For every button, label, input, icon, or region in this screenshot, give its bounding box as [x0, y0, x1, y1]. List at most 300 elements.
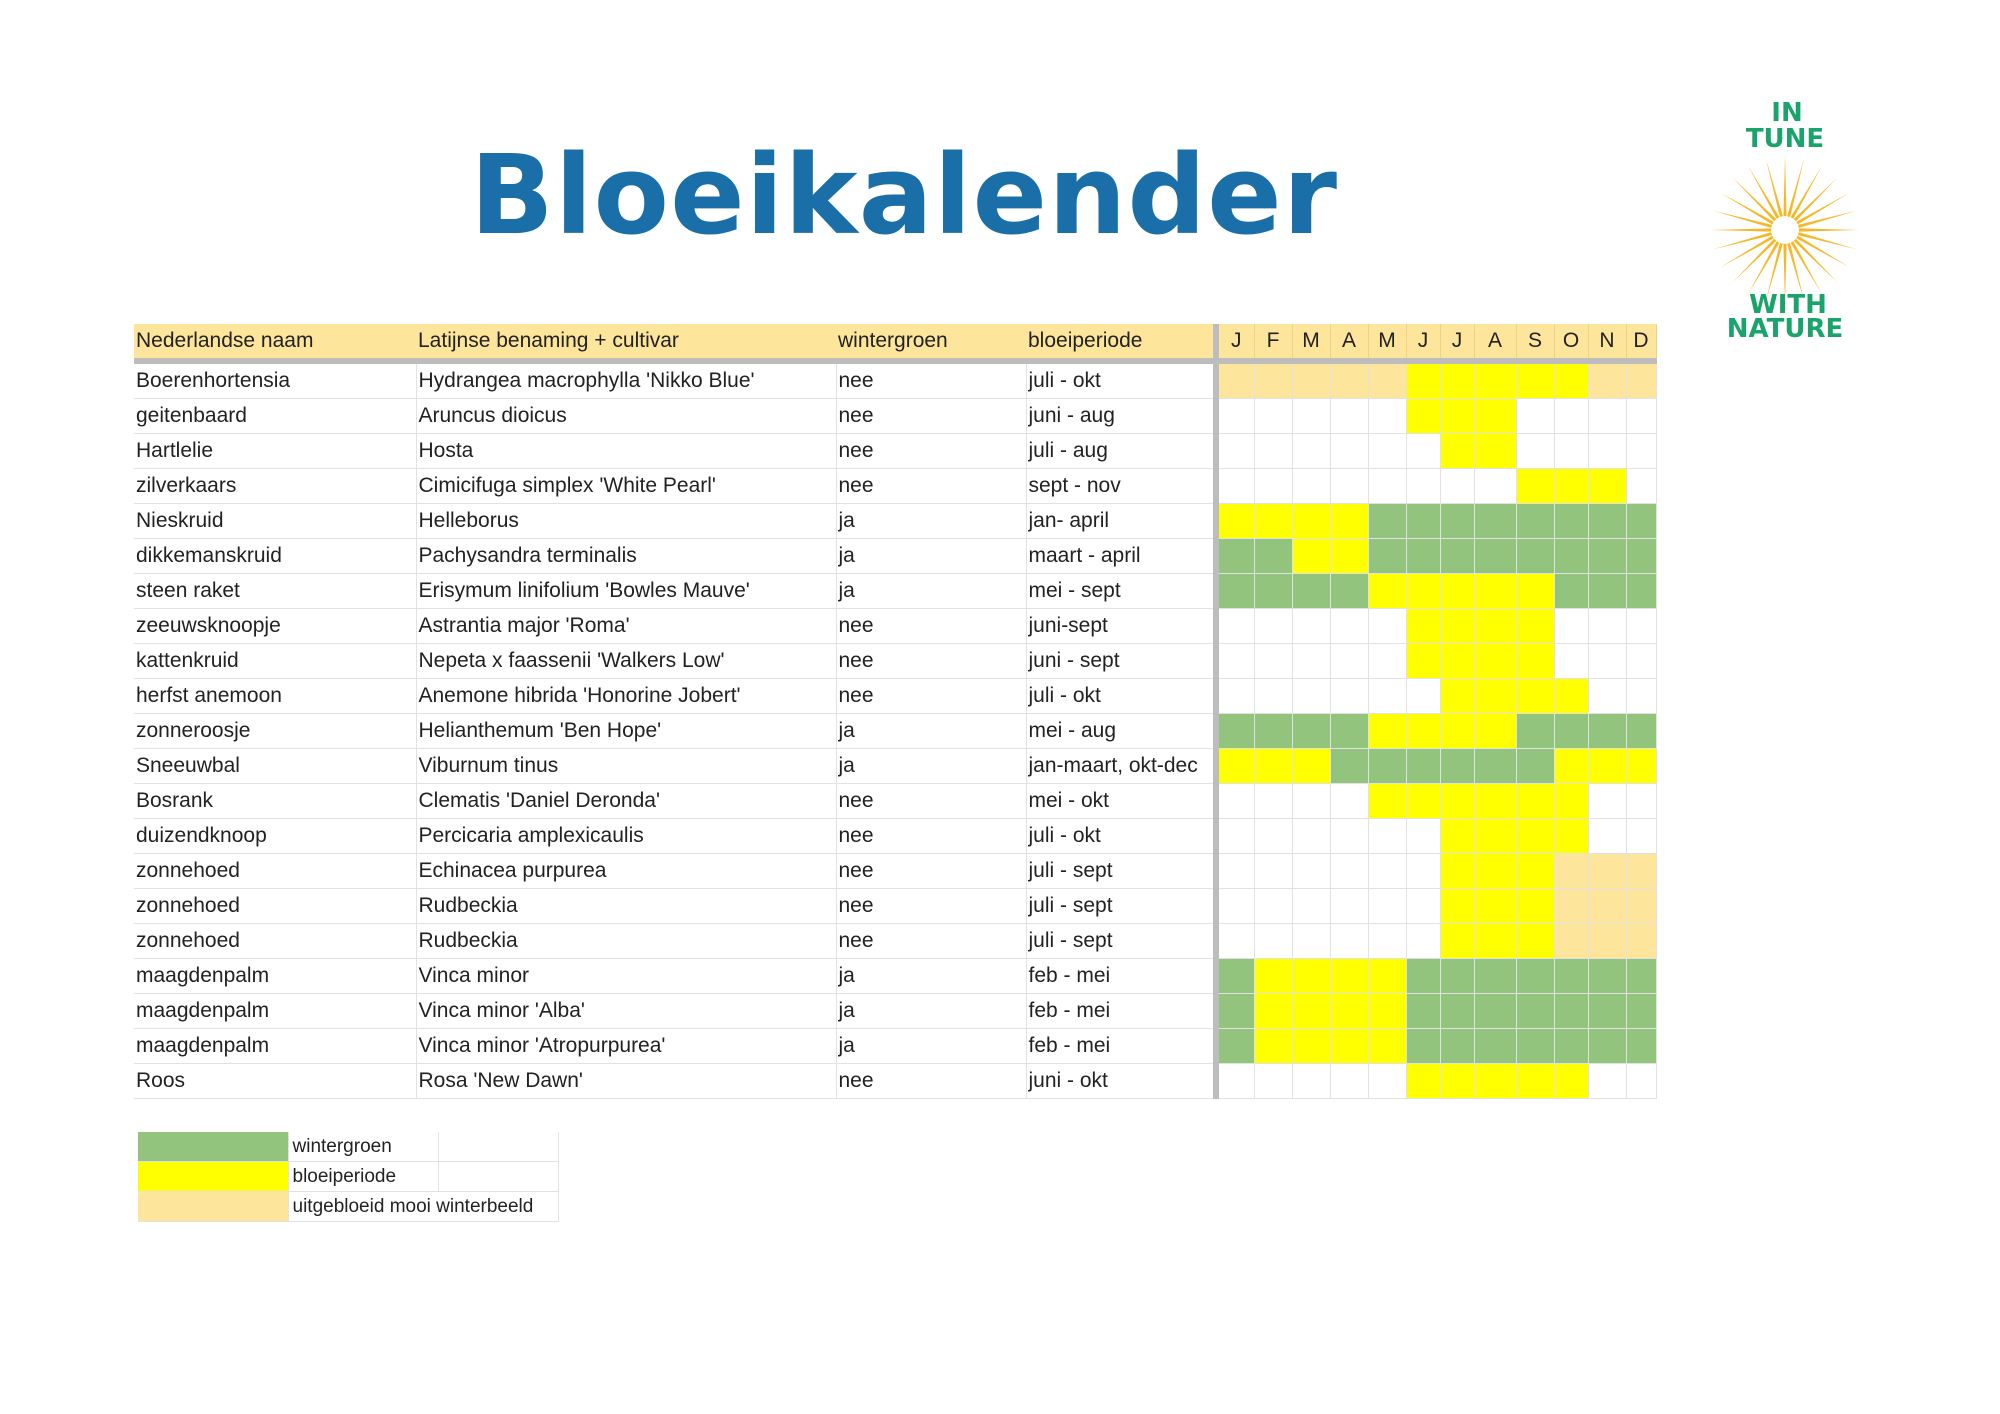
month-cell [1474, 854, 1516, 889]
month-cell [1406, 1029, 1440, 1064]
month-cell [1474, 644, 1516, 679]
month-cell [1626, 609, 1656, 644]
header-month: D [1626, 324, 1656, 361]
month-cell [1626, 959, 1656, 994]
month-cell [1292, 679, 1330, 714]
month-cell [1516, 574, 1554, 609]
month-cell [1406, 924, 1440, 959]
month-cell [1440, 749, 1474, 784]
cell-latin-name: Helianthemum 'Ben Hope' [416, 714, 836, 749]
month-cell [1254, 504, 1292, 539]
month-cell [1516, 819, 1554, 854]
cell-latin-name: Rudbeckia [416, 889, 836, 924]
cell-dutch-name: zonneroosje [134, 714, 416, 749]
table-row [134, 994, 1656, 1029]
cell-latin-name: Vinca minor [416, 959, 836, 994]
month-cell [1588, 749, 1626, 784]
month-cell [1440, 434, 1474, 469]
month-cell [1626, 994, 1656, 1029]
month-cell [1516, 784, 1554, 819]
month-cell [1216, 924, 1254, 959]
month-cell [1368, 1064, 1406, 1099]
month-cell [1440, 889, 1474, 924]
month-cell [1216, 889, 1254, 924]
legend-label: wintergroen [288, 1132, 438, 1162]
month-cell [1292, 644, 1330, 679]
table-row [134, 1064, 1656, 1099]
cell-evergreen: nee [836, 784, 1026, 819]
month-cell [1254, 784, 1292, 819]
month-cell [1626, 504, 1656, 539]
cell-evergreen: nee [836, 854, 1026, 889]
month-cell [1554, 819, 1588, 854]
month-cell [1626, 714, 1656, 749]
legend-row [138, 1132, 558, 1162]
cell-bloom-period: juli - okt [1026, 679, 1216, 714]
month-cell [1474, 434, 1516, 469]
month-cell [1406, 819, 1440, 854]
month-cell [1406, 994, 1440, 1029]
cell-dutch-name: steen raket [134, 574, 416, 609]
month-cell [1406, 609, 1440, 644]
cell-latin-name: Viburnum tinus [416, 749, 836, 784]
month-cell [1368, 749, 1406, 784]
month-cell [1216, 434, 1254, 469]
month-cell [1516, 749, 1554, 784]
table-row [134, 784, 1656, 819]
month-cell [1330, 539, 1368, 574]
month-cell [1554, 399, 1588, 434]
month-cell [1474, 959, 1516, 994]
month-cell [1330, 504, 1368, 539]
cell-dutch-name: Boerenhortensia [134, 361, 416, 399]
month-cell [1368, 679, 1406, 714]
month-cell [1516, 1029, 1554, 1064]
cell-latin-name: Nepeta x faassenii 'Walkers Low' [416, 644, 836, 679]
month-cell [1588, 959, 1626, 994]
cell-bloom-period: juli - sept [1026, 889, 1216, 924]
month-cell [1588, 994, 1626, 1029]
sun-ray [1794, 239, 1838, 283]
month-cell [1254, 959, 1292, 994]
month-cell [1368, 889, 1406, 924]
month-cell [1292, 1064, 1330, 1099]
month-cell [1368, 574, 1406, 609]
table-row [134, 854, 1656, 889]
cell-bloom-period: juni - okt [1026, 1064, 1216, 1099]
cell-bloom-period: sept - nov [1026, 469, 1216, 504]
month-cell [1554, 784, 1588, 819]
month-cell [1474, 889, 1516, 924]
legend-swatch-evergreen [138, 1132, 288, 1162]
table-header-row [134, 324, 1656, 361]
cell-bloom-period: juni - aug [1026, 399, 1216, 434]
month-cell [1292, 924, 1330, 959]
month-cell [1368, 504, 1406, 539]
month-cell [1440, 399, 1474, 434]
month-cell [1554, 714, 1588, 749]
month-cell [1216, 504, 1254, 539]
month-cell [1554, 504, 1588, 539]
month-cell [1516, 679, 1554, 714]
table-row [134, 469, 1656, 504]
month-cell [1330, 784, 1368, 819]
month-cell [1516, 399, 1554, 434]
month-cell [1292, 784, 1330, 819]
month-cell [1626, 644, 1656, 679]
cell-evergreen: ja [836, 994, 1026, 1029]
month-cell [1588, 1064, 1626, 1099]
legend-empty-cell [438, 1132, 558, 1162]
month-cell [1440, 361, 1474, 399]
month-cell [1254, 714, 1292, 749]
sun-ray [1733, 178, 1777, 222]
month-cell [1516, 434, 1554, 469]
cell-evergreen: nee [836, 361, 1026, 399]
month-cell [1216, 994, 1254, 1029]
month-cell [1216, 749, 1254, 784]
month-cell [1254, 1064, 1292, 1099]
month-cell [1406, 574, 1440, 609]
cell-latin-name: Percicaria amplexicaulis [416, 819, 836, 854]
cell-evergreen: ja [836, 539, 1026, 574]
month-cell [1588, 361, 1626, 399]
table-row [134, 889, 1656, 924]
header-month: J [1216, 324, 1254, 361]
month-cell [1330, 1029, 1368, 1064]
cell-evergreen: nee [836, 889, 1026, 924]
month-cell [1292, 1029, 1330, 1064]
month-cell [1216, 399, 1254, 434]
cell-evergreen: nee [836, 819, 1026, 854]
cell-bloom-period: juni - sept [1026, 644, 1216, 679]
month-cell [1474, 749, 1516, 784]
month-cell [1554, 854, 1588, 889]
month-cell [1368, 399, 1406, 434]
month-cell [1554, 749, 1588, 784]
month-cell [1254, 644, 1292, 679]
table-row [134, 644, 1656, 679]
month-cell [1516, 714, 1554, 749]
cell-evergreen: nee [836, 679, 1026, 714]
month-cell [1254, 609, 1292, 644]
month-cell [1516, 539, 1554, 574]
month-cell [1216, 714, 1254, 749]
month-cell [1440, 609, 1474, 644]
logo-text-with: WITH [1749, 290, 1827, 320]
month-cell [1516, 644, 1554, 679]
cell-evergreen: ja [836, 749, 1026, 784]
month-cell [1626, 819, 1656, 854]
logo-text-tune: TUNE [1745, 124, 1825, 154]
month-cell [1368, 714, 1406, 749]
month-cell [1588, 1029, 1626, 1064]
cell-evergreen: nee [836, 469, 1026, 504]
month-cell [1292, 959, 1330, 994]
month-cell [1626, 749, 1656, 784]
month-cell [1516, 504, 1554, 539]
month-cell [1254, 399, 1292, 434]
month-cell [1254, 854, 1292, 889]
cell-bloom-period: feb - mei [1026, 1029, 1216, 1064]
month-cell [1516, 1064, 1554, 1099]
cell-dutch-name: Roos [134, 1064, 416, 1099]
logo-text-in: IN [1771, 98, 1803, 128]
header-bloom-period: bloeiperiode [1026, 324, 1216, 361]
month-cell [1406, 784, 1440, 819]
header-evergreen: wintergroen [836, 324, 1026, 361]
cell-latin-name: Cimicifuga simplex 'White Pearl' [416, 469, 836, 504]
month-cell [1292, 749, 1330, 784]
cell-bloom-period: mei - sept [1026, 574, 1216, 609]
month-cell [1588, 469, 1626, 504]
cell-bloom-period: feb - mei [1026, 959, 1216, 994]
month-cell [1554, 994, 1588, 1029]
cell-evergreen: nee [836, 644, 1026, 679]
month-cell [1330, 889, 1368, 924]
cell-latin-name: Clematis 'Daniel Deronda' [416, 784, 836, 819]
header-month: N [1588, 324, 1626, 361]
logo-text-nature: NATURE [1726, 314, 1844, 344]
cell-latin-name: Hydrangea macrophylla 'Nikko Blue' [416, 361, 836, 399]
month-cell [1588, 819, 1626, 854]
month-cell [1440, 819, 1474, 854]
header-month: M [1368, 324, 1406, 361]
month-cell [1406, 644, 1440, 679]
month-cell [1368, 539, 1406, 574]
month-cell [1440, 994, 1474, 1029]
cell-latin-name: Echinacea purpurea [416, 854, 836, 889]
month-cell [1554, 574, 1588, 609]
cell-dutch-name: Hartlelie [134, 434, 416, 469]
month-cell [1406, 469, 1440, 504]
month-cell [1406, 1064, 1440, 1099]
month-cell [1292, 504, 1330, 539]
month-cell [1254, 679, 1292, 714]
month-cell [1440, 504, 1474, 539]
cell-evergreen: ja [836, 714, 1026, 749]
month-cell [1368, 959, 1406, 994]
month-cell [1554, 434, 1588, 469]
month-cell [1330, 1064, 1368, 1099]
month-cell [1254, 819, 1292, 854]
sun-ray [1794, 178, 1838, 222]
month-cell [1330, 749, 1368, 784]
header-month: S [1516, 324, 1554, 361]
month-cell [1440, 854, 1474, 889]
month-cell [1516, 361, 1554, 399]
month-cell [1626, 399, 1656, 434]
month-cell [1216, 469, 1254, 504]
month-cell [1554, 609, 1588, 644]
sun-ray [1798, 211, 1857, 228]
month-cell [1216, 574, 1254, 609]
month-cell [1330, 399, 1368, 434]
legend-row [138, 1162, 558, 1192]
month-cell [1440, 1029, 1474, 1064]
month-cell [1216, 1029, 1254, 1064]
month-cell [1588, 679, 1626, 714]
month-cell [1440, 469, 1474, 504]
month-cell [1588, 924, 1626, 959]
month-cell [1440, 924, 1474, 959]
cell-dutch-name: maagdenpalm [134, 994, 416, 1029]
cell-dutch-name: herfst anemoon [134, 679, 416, 714]
month-cell [1368, 924, 1406, 959]
month-cell [1406, 504, 1440, 539]
cell-latin-name: Rudbeckia [416, 924, 836, 959]
cell-bloom-period: mei - aug [1026, 714, 1216, 749]
cell-bloom-period: jan- april [1026, 504, 1216, 539]
cell-latin-name: Pachysandra terminalis [416, 539, 836, 574]
cell-bloom-period: feb - mei [1026, 994, 1216, 1029]
month-cell [1292, 469, 1330, 504]
month-cell [1626, 469, 1656, 504]
month-cell [1330, 679, 1368, 714]
cell-dutch-name: kattenkruid [134, 644, 416, 679]
sun-ray [1766, 159, 1783, 218]
month-cell [1626, 784, 1656, 819]
legend-label: uitgebloeid mooi winterbeeld [288, 1192, 558, 1222]
month-cell [1440, 1064, 1474, 1099]
month-cell [1554, 644, 1588, 679]
month-cell [1330, 574, 1368, 609]
sun-ray [1733, 239, 1777, 283]
sun-ray [1714, 232, 1773, 249]
sun-ray [1799, 228, 1859, 231]
table-row [134, 574, 1656, 609]
month-cell [1330, 609, 1368, 644]
month-cell [1626, 434, 1656, 469]
month-cell [1588, 574, 1626, 609]
month-cell [1254, 469, 1292, 504]
month-cell [1554, 361, 1588, 399]
month-cell [1368, 994, 1406, 1029]
cell-latin-name: Aruncus dioicus [416, 399, 836, 434]
header-dutch-name: Nederlandse naam [134, 324, 416, 361]
table-row [134, 959, 1656, 994]
month-cell [1474, 1064, 1516, 1099]
month-cell [1216, 784, 1254, 819]
month-cell [1554, 539, 1588, 574]
month-cell [1292, 854, 1330, 889]
table-row [134, 714, 1656, 749]
month-cell [1474, 924, 1516, 959]
month-cell [1368, 854, 1406, 889]
month-cell [1330, 959, 1368, 994]
month-cell [1368, 1029, 1406, 1064]
table-row [134, 1029, 1656, 1064]
month-cell [1626, 854, 1656, 889]
legend-empty-cell [438, 1162, 558, 1192]
cell-bloom-period: juli - sept [1026, 924, 1216, 959]
month-cell [1330, 714, 1368, 749]
month-cell [1406, 399, 1440, 434]
cell-evergreen: ja [836, 1029, 1026, 1064]
sun-ray [1787, 159, 1804, 218]
sun-ray [1783, 156, 1786, 216]
cell-latin-name: Helleborus [416, 504, 836, 539]
month-cell [1292, 361, 1330, 399]
month-cell [1440, 959, 1474, 994]
month-cell [1626, 889, 1656, 924]
month-cell [1216, 539, 1254, 574]
month-cell [1292, 819, 1330, 854]
cell-dutch-name: zilverkaars [134, 469, 416, 504]
cell-bloom-period: juli - aug [1026, 434, 1216, 469]
cell-dutch-name: zonnehoed [134, 889, 416, 924]
cell-bloom-period: jan-maart, okt-dec [1026, 749, 1216, 784]
month-cell [1474, 504, 1516, 539]
month-cell [1588, 784, 1626, 819]
month-cell [1516, 994, 1554, 1029]
table-row [134, 819, 1656, 854]
month-cell [1216, 959, 1254, 994]
in-tune-with-nature-logo [1690, 85, 1880, 355]
month-cell [1588, 644, 1626, 679]
month-cell [1626, 1029, 1656, 1064]
legend-label: bloeiperiode [288, 1162, 438, 1192]
table-row [134, 924, 1656, 959]
month-cell [1516, 959, 1554, 994]
cell-latin-name: Astrantia major 'Roma' [416, 609, 836, 644]
sun-ray [1714, 211, 1773, 228]
month-cell [1474, 819, 1516, 854]
legend-swatch-bloom [138, 1162, 288, 1192]
month-cell [1516, 469, 1554, 504]
cell-dutch-name: maagdenpalm [134, 1029, 416, 1064]
month-cell [1440, 574, 1474, 609]
month-cell [1368, 609, 1406, 644]
cell-dutch-name: dikkemanskruid [134, 539, 416, 574]
cell-dutch-name: zeeuwsknoopje [134, 609, 416, 644]
month-cell [1626, 679, 1656, 714]
month-cell [1216, 644, 1254, 679]
month-cell [1440, 539, 1474, 574]
cell-latin-name: Anemone hibrida 'Honorine Jobert' [416, 679, 836, 714]
legend-row [138, 1192, 558, 1222]
month-cell [1474, 784, 1516, 819]
header-month: M [1292, 324, 1330, 361]
month-cell [1516, 924, 1554, 959]
cell-dutch-name: geitenbaard [134, 399, 416, 434]
month-cell [1440, 714, 1474, 749]
cell-dutch-name: Sneeuwbal [134, 749, 416, 784]
month-cell [1554, 1029, 1588, 1064]
cell-bloom-period: juli - sept [1026, 854, 1216, 889]
cell-evergreen: nee [836, 609, 1026, 644]
month-cell [1588, 854, 1626, 889]
cell-evergreen: nee [836, 924, 1026, 959]
month-cell [1406, 679, 1440, 714]
month-cell [1554, 889, 1588, 924]
page-title: Bloeikalender [470, 131, 1339, 259]
month-cell [1554, 679, 1588, 714]
month-cell [1330, 994, 1368, 1029]
cell-dutch-name: zonnehoed [134, 924, 416, 959]
header-latin-name: Latijnse benaming + cultivar [416, 324, 836, 361]
month-cell [1474, 994, 1516, 1029]
month-cell [1626, 924, 1656, 959]
month-cell [1474, 609, 1516, 644]
month-cell [1440, 644, 1474, 679]
header-month: J [1406, 324, 1440, 361]
header-month: J [1440, 324, 1474, 361]
month-cell [1474, 714, 1516, 749]
cell-latin-name: Hosta [416, 434, 836, 469]
month-cell [1216, 361, 1254, 399]
cell-evergreen: ja [836, 959, 1026, 994]
